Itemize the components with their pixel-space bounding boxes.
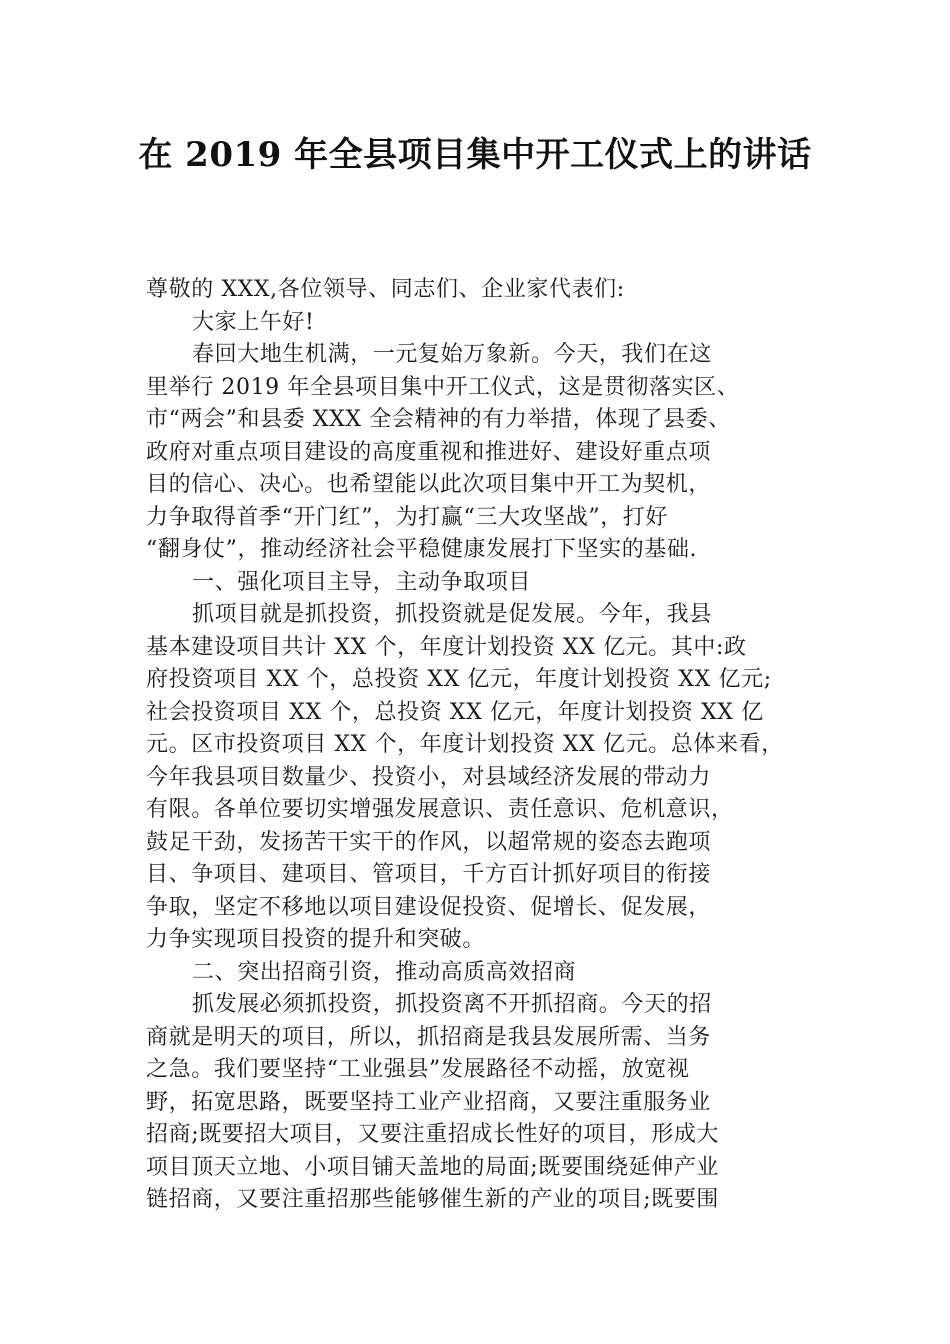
text-line: “翻身仗”，推动经济社会平稳健康发展打下坚实的基础. [146,537,698,562]
text-line: 链招商，又要注重招那些能够催生新的产业的项目;既要围 [146,1187,720,1212]
text-line: 争取，坚定不移地以项目建设促投资、促增长、促发展， [146,894,712,920]
text-line: 商就是明天的项目，所以，抓招商是我县发展所需、当务 [146,1024,712,1050]
text-line: 政府对重点项目建设的高度重视和推进好、建设好重点项 [146,439,712,465]
text-line: 抓发展必须抓投资，抓投资离不开抓招商。今天的招 [192,992,712,1017]
text-line: 一、强化项目主导，主动争取项目 [192,569,532,595]
text-line: 社会投资项目 XX 个，总投资 XX 亿元，年度计划投资 XX 亿 [146,699,764,725]
text-line: 尊敬的 XXX,各位领导、同志们、企业家代表们: [146,277,625,302]
text-line: 力争实现项目投资的提升和突破。 [146,927,486,952]
text-line: 市“两会”和县委 XXX 全会精神的有力举措，体现了县委、 [146,407,731,432]
document-body [146,274,816,1217]
text-line: 力争取得首季“开门红”，为打赢“三大攻坚战”，打好 [146,504,668,530]
text-line: 之急。我们要坚持“工业强县”发展路径不动摇，放宽视 [146,1057,690,1082]
text-line: 目、争项目、建项目、管项目，千方百计抓好项目的衔接 [146,862,712,887]
text-line: 项目顶天立地、小项目铺天盖地的局面;既要围绕延伸产业 [146,1154,720,1180]
text-line: 野，拓宽思路，既要坚持工业产业招商，又要注重服务业 [146,1089,712,1115]
page-title: 在 2019 年全县项目集中开工仪式上的讲话 [138,135,812,175]
text-line: 二、突出招商引资，推动高质高效招商 [192,959,577,985]
text-line: 元。区市投资项目 XX 个，年度计划投资 XX 亿元。总体来看， [146,732,784,757]
text-line: 春回大地生机满，一元复始万象新。今天，我们在这 [192,342,712,367]
text-line: 鼓足干劲，发扬苦干实干的作风，以超常规的姿态去跑项 [146,829,712,855]
text-line: 今年我县项目数量少、投资小，对县域经济发展的带动力 [146,764,712,790]
text-line: 抓项目就是抓投资，抓投资就是促发展。今年，我县 [192,602,712,627]
text-line: 府投资项目 XX 个，总投资 XX 亿元，年度计划投资 XX 亿元; [146,667,772,692]
text-line: 招商;既要招大项目，又要注重招成长性好的项目，形成大 [146,1122,720,1147]
text-line: 大家上午好! [192,309,315,335]
text-line: 基本建设项目共计 XX 个，年度计划投资 XX 亿元。其中:政 [146,634,747,660]
text-line: 目的信心、决心。也希望能以此次项目集中开工为契机， [146,472,712,497]
text-line: 里举行 2019 年全县项目集中开工仪式，这是贯彻落实区、 [146,374,740,400]
text-line: 有限。各单位要切实增强发展意识、责任意识、危机意识， [146,797,734,822]
